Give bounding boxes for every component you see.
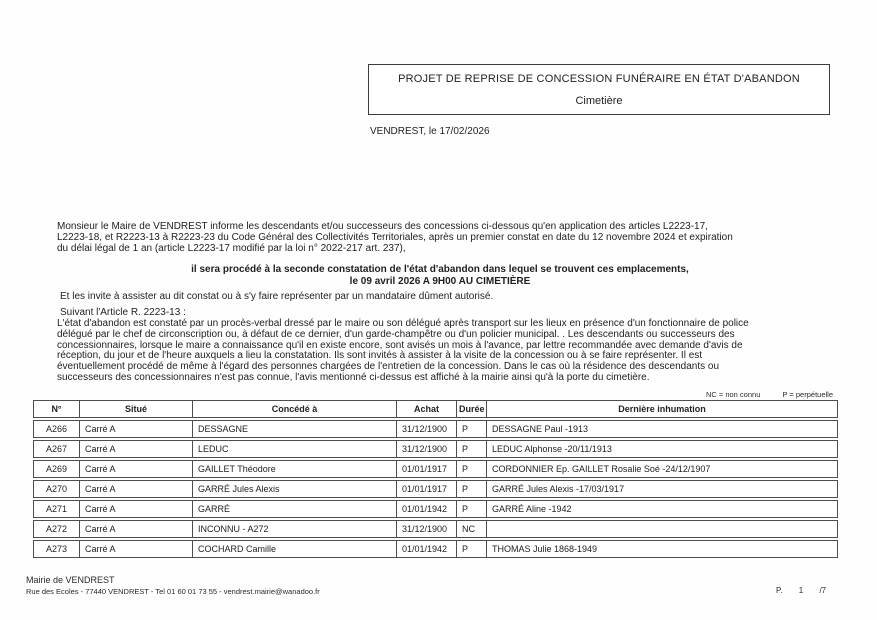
table-row bbox=[33, 420, 838, 438]
table-cell: GARRÉ Aline -1942 bbox=[487, 500, 838, 518]
article-line: éventuellement procédé de même à l'égard des personnes chargées de l'entretien de la concession. Dans le cas où la résidence des descendants ou bbox=[57, 361, 720, 373]
table-cell: 31/12/1900 bbox=[397, 520, 457, 538]
table-cell: A266 bbox=[33, 420, 80, 438]
table-cell: 01/01/1917 bbox=[397, 480, 457, 498]
page-total: /7 bbox=[819, 586, 827, 595]
table-cell: COCHARD Camille bbox=[193, 540, 397, 558]
article-line: réception, du jour et de l'heure auxquels a lieu la constatation. Ils sont invités à assister à la visite de la concession ou à se faire représenter. Il est bbox=[57, 350, 703, 362]
table-row bbox=[33, 540, 838, 558]
page-label: P. bbox=[776, 586, 783, 595]
table-cell: A270 bbox=[33, 480, 80, 498]
column-header: N° bbox=[33, 400, 80, 418]
table-cell: THOMAS Julie 1868-1949 bbox=[487, 540, 838, 558]
table-cell: GAILLET Théodore bbox=[193, 460, 397, 478]
table-cell: Carré A bbox=[80, 520, 193, 538]
table-cell: 01/01/1942 bbox=[397, 540, 457, 558]
column-header: Concédé à bbox=[193, 400, 397, 418]
dateline: VENDREST, le 17/02/2026 bbox=[370, 126, 490, 137]
column-header: Dernière inhumation bbox=[487, 400, 838, 418]
column-header: Durée bbox=[457, 400, 487, 418]
article-paragraph bbox=[57, 319, 749, 384]
table-row bbox=[33, 440, 838, 458]
table-cell: Carré A bbox=[80, 480, 193, 498]
table-cell: Carré A bbox=[80, 420, 193, 438]
table-cell: Carré A bbox=[80, 500, 193, 518]
article-line: concessionnaires, lorsque le maire a connaissance qu'il en existe encore, sont avisés un mois à l'avance, par lettre recommandée avec demande d'avis de bbox=[57, 339, 743, 351]
table-row bbox=[33, 500, 838, 518]
table-cell: P bbox=[457, 420, 487, 438]
table-row bbox=[33, 480, 838, 498]
second-constat-notice bbox=[45, 264, 835, 287]
intro-line: Monsieur le Maire de VENDREST informe les descendants et/ou successeurs des concessions ci-dessous qu'en application des articles L2223-17, bbox=[57, 221, 708, 232]
document-subtitle: Cimetière bbox=[575, 95, 623, 107]
table-cell: INCONNU - A272 bbox=[193, 520, 397, 538]
table-cell: P bbox=[457, 480, 487, 498]
footer-address: Rue des Ecoles - 77440 VENDREST - Tel 01 60 01 73 55 - vendrest.mairie@wanadoo.fr bbox=[26, 587, 320, 596]
table-cell: LEDUC Alphonse -20/11/1913 bbox=[487, 440, 838, 458]
intro-paragraph bbox=[57, 222, 733, 254]
table-cell: A269 bbox=[33, 460, 80, 478]
table-cell: GARRÉ Jules Alexis bbox=[193, 480, 397, 498]
table-cell: P bbox=[457, 460, 487, 478]
column-header: Situé bbox=[80, 400, 193, 418]
intro-line: du délai légal de 1 an (article L2223-17 modifié par la loi n° 2022-217 art. 237), bbox=[57, 242, 406, 254]
table-cell: 31/12/1900 bbox=[397, 420, 457, 438]
table-cell: A271 bbox=[33, 500, 80, 518]
intro-line: L2223-18, et R2223-13 à R2223-23 du Code Général des Collectivités Territoriales, après un premier constat en date du 12 novembre 2024 et expiration bbox=[57, 231, 733, 243]
table-cell: NC bbox=[457, 520, 487, 538]
table-cell: P bbox=[457, 440, 487, 458]
table-cell: GARRÉ bbox=[193, 500, 397, 518]
table-row bbox=[33, 460, 838, 478]
table-row bbox=[33, 520, 838, 538]
table-cell: A272 bbox=[33, 520, 80, 538]
table-cell: DESSAGNE bbox=[193, 420, 397, 438]
page-number: 1 bbox=[798, 586, 804, 595]
table-cell: A273 bbox=[33, 540, 80, 558]
concessions-table bbox=[33, 398, 838, 560]
document-title: PROJET DE REPRISE DE CONCESSION FUNÉRAIRE EN ÉTAT D'ABANDON bbox=[398, 73, 800, 85]
legend-nc: NC = non connu bbox=[705, 390, 761, 399]
article-line: successeurs des concessionnaires n'est pas connue, l'avis mentionné ci-dessus est affiché à la mairie ainsi qu'à la porte du cimetière. bbox=[57, 371, 650, 383]
table-cell: P bbox=[457, 500, 487, 518]
footer-organization: Mairie de VENDREST bbox=[26, 575, 115, 585]
table-cell bbox=[487, 520, 838, 538]
table-cell: 31/12/1900 bbox=[397, 440, 457, 458]
table-cell: GARRÉ Jules Alexis -17/03/1917 bbox=[487, 480, 838, 498]
legend-p: P = perpétuelle bbox=[782, 390, 833, 399]
footer-page-indicator bbox=[776, 586, 826, 595]
article-line: L'état d'abandon est constaté par un procès-verbal dressé par le maire ou son délégué après transport sur les lieux en présence d'un fonctionnaire de police bbox=[57, 318, 749, 329]
table-cell: P bbox=[457, 540, 487, 558]
notice-line: il sera procédé à la seconde constatation de l'état d'abandon dans lequel se trouvent ces emplacements, bbox=[191, 264, 689, 275]
table-cell: Carré A bbox=[80, 540, 193, 558]
article-line: délégué par le chef de circonscription ou, à défaut de ce dernier, d'un garde-champêtre ou d'un policier municipal. . Les descendants ou successeurs des bbox=[57, 328, 735, 340]
table-cell: CORDONNIER Ep. GAILLET Rosalie Soé -24/12/1907 bbox=[487, 460, 838, 478]
table-header-row bbox=[33, 400, 838, 418]
column-header: Achat bbox=[397, 400, 457, 418]
table-cell: DESSAGNE Paul -1913 bbox=[487, 420, 838, 438]
table-cell: Carré A bbox=[80, 460, 193, 478]
notice-line: le 09 avril 2026 A 9H00 AU CIMETIÈRE bbox=[349, 275, 531, 287]
table-cell: LEDUC bbox=[193, 440, 397, 458]
article-heading: Suivant l'Article R. 2223-13 : bbox=[60, 307, 186, 318]
concessions-table-body bbox=[33, 420, 838, 558]
invite-sentence: Et les invite à assister au dit constat ou à s'y faire représenter par un mandataire dûment autorisé. bbox=[60, 291, 494, 302]
document-title-box bbox=[368, 64, 830, 115]
table-cell: Carré A bbox=[80, 440, 193, 458]
table-cell: 01/01/1917 bbox=[397, 460, 457, 478]
table-cell: A267 bbox=[33, 440, 80, 458]
table-cell: 01/01/1942 bbox=[397, 500, 457, 518]
